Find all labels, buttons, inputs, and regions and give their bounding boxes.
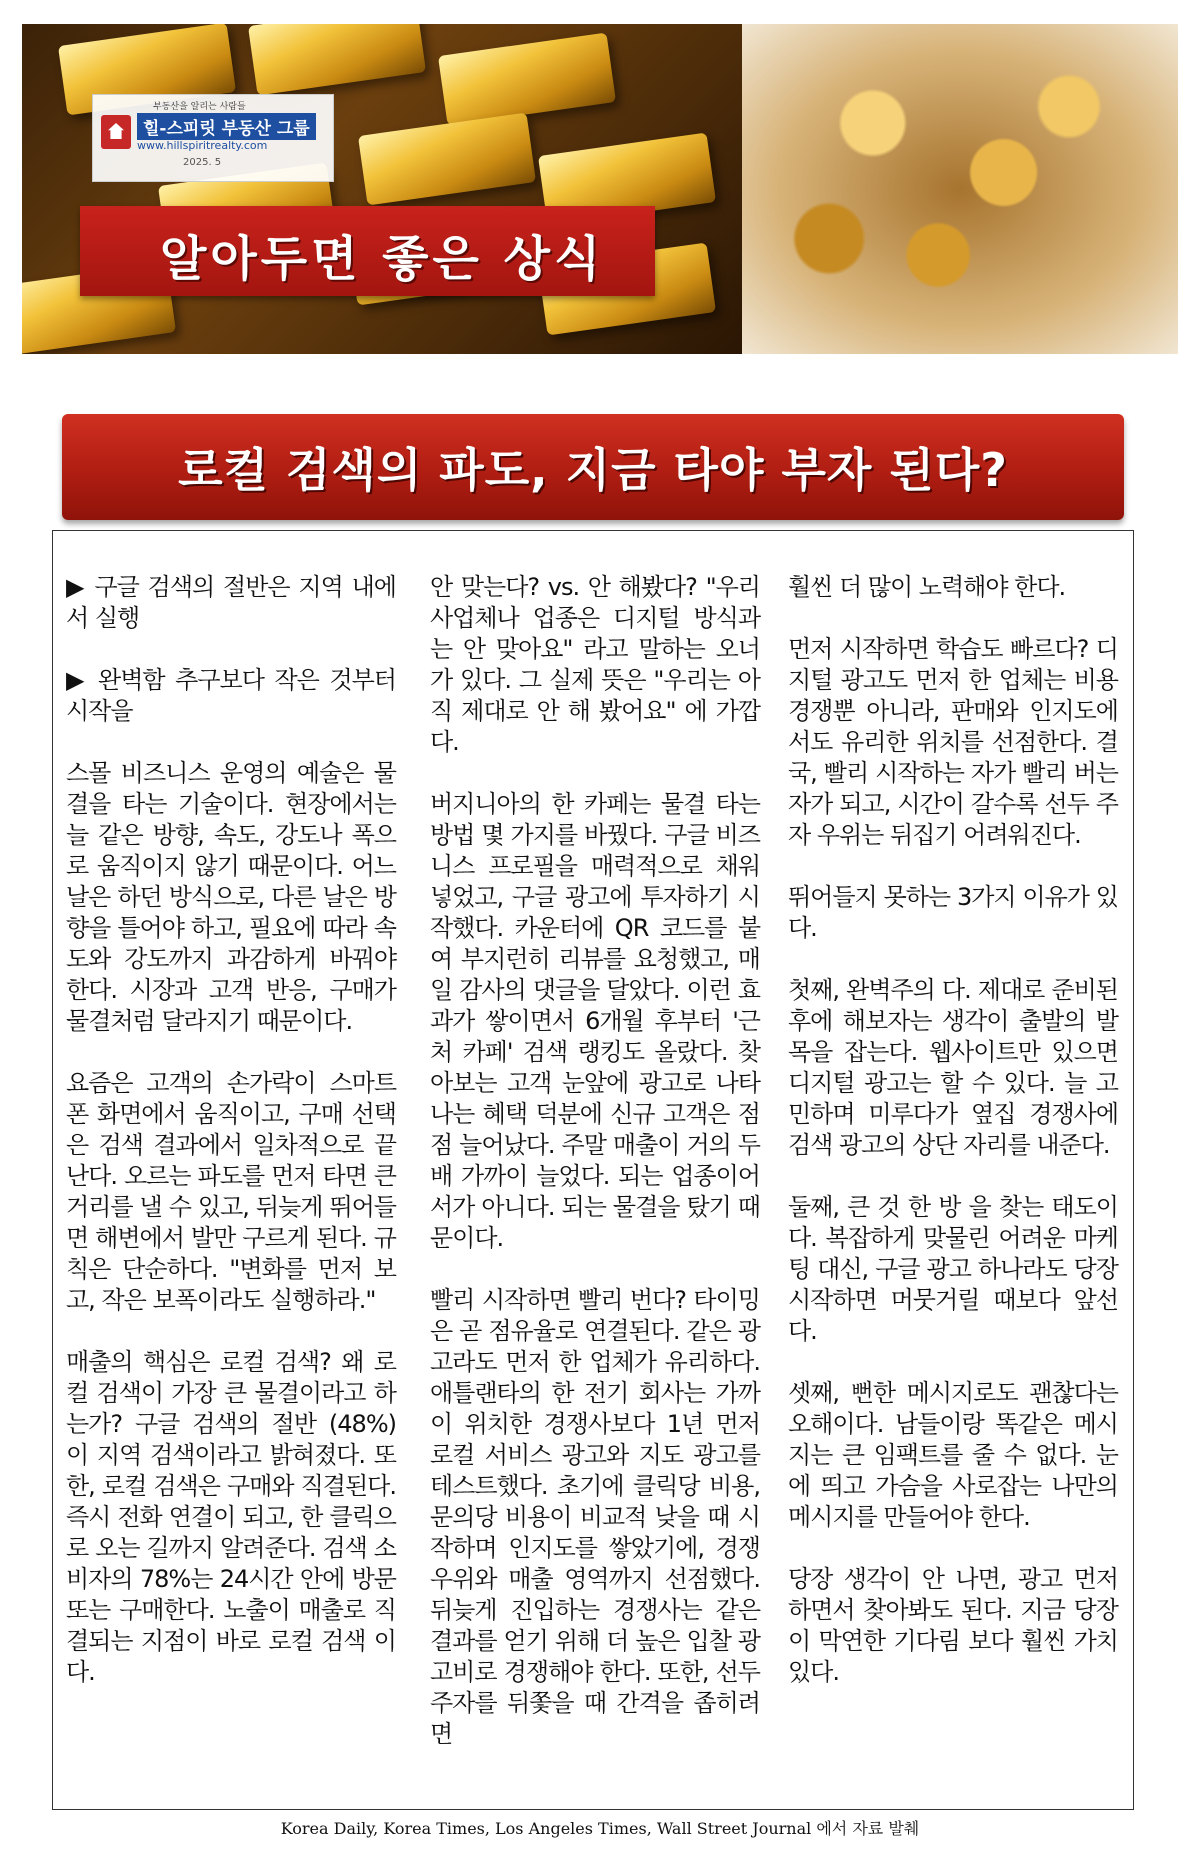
company-url: www.hillspiritrealty.com	[137, 139, 268, 152]
issue-date: 2025. 5	[183, 157, 222, 168]
banner-ribbon	[80, 206, 655, 296]
summary-point-2: ▶ 완벽함 추구보다 작은 것부터 시작을	[66, 666, 396, 725]
source-credit: Korea Daily, Korea Times, Los Angeles Times, Wall Street Journal 에서 자료 발췌	[280, 1819, 920, 1838]
gold-bars-image	[22, 24, 742, 354]
company-logo	[92, 94, 334, 182]
article-column-3	[788, 572, 1118, 1719]
summary-point-1: ▶ 구글 검색의 절반은 지역 내에서 실행	[66, 573, 396, 632]
paragraph: 스몰 비즈니스 운영의 예술은 물결을 타는 기술이다. 현장에서는 늘 같은 방향, 속도, 강도나 폭으로 움직이지 않기 때문이다. 어느 날은 하던 방식으로, 다른 날은 방향을 틀어야 하고, 필요에 따라 속도와 강도까지 과감하게 바꿔야 한다. 시장과 고객 반응, 구매가 물결처럼 달라지기 때문이다.	[66, 759, 396, 1035]
paragraph: 버지니아의 한 카페는 물결 타는 방법 몇 가지를 바꿨다. 구글 비즈니스 프로필을 매력적으로 채워 넣었고, 구글 광고에 투자하기 시작했다. 카운터에 QR 코드를 붙여 부지런히 리뷰를 요청했고, 매일 감사의 댓글을 달았다. 이런 효과가 쌓이면서 6개월 후부터 '근처 카페' 검색 랭킹도 올랐다. 찾아보는 고객 눈앞에 광고로 나타나는 혜택 덕분에 신규 고객은 점점 늘어났다. 주말 매출이 거의 두 배 가까이 늘었다. 되는 업종이어서가 아니다. 되는 물결을 탔기 때문이다.	[430, 790, 760, 1252]
logo-tagline: 부동산을 알리는 사람들	[153, 102, 246, 112]
company-name: 힐-스피릿 부동산 그룹	[137, 113, 316, 140]
headline-bar	[62, 414, 1124, 520]
gold-nuggets-image	[742, 24, 1178, 354]
paragraph: 첫째, 완벽주의 다. 제대로 준비된 후에 해보자는 생각이 출발의 발목을 잡는다. 웹사이트만 있으면 디지털 광고는 할 수 있다. 늘 고민하며 미루다가 옆집 경쟁사에 검색 광고의 상단 자리를 내준다.	[788, 976, 1118, 1159]
paragraph: 빨리 시작하면 빨리 번다? 타이밍은 곧 점유율로 연결된다. 같은 광고라도 먼저 한 업체가 유리하다. 애틀랜타의 한 전기 회사는 가까이 위치한 경쟁사보다 1년 먼저 로컬 서비스 광고와 지도 광고를 테스트했다. 초기에 클릭당 비용, 문의당 비용이 비교적 낮을 때 시작하며 인지도를 쌓았기에, 경쟁 우위와 매출 영역까지 선점했다. 뒤늦게 진입하는 경쟁사는 같은 결과를 얻기 위해 더 높은 입찰 광고비로 경쟁해야 한다. 또한, 선두 주자를 뒤쫓을 때 간격을 좁히려면	[430, 1286, 760, 1748]
paragraph: 매출의 핵심은 로컬 검색? 왜 로컬 검색이 가장 큰 물결이라고 하는가? 구글 검색의 절반 (48%) 이 지역 검색이라고 밝혀졌다. 또한, 로컬 검색은 구매와 직결된다. 즉시 전화 연결이 되고, 한 클릭으로 오는 길까지 알려준다. 검색 소비자의 78%는 24시간 안에 방문 또는 구매한다. 노출이 매출로 직결되는 지점이 바로 로컬 검색 이다.	[66, 1348, 396, 1686]
paragraph: 뛰어들지 못하는 3가지 이유가 있다.	[788, 883, 1118, 942]
article-headline: 로컬 검색의 파도, 지금 타야 부자 된다?	[178, 443, 1008, 497]
paragraph: 먼저 시작하면 학습도 빠르다? 디지털 광고도 먼저 한 업체는 비용 경쟁뿐 아니라, 판매와 인지도에서도 유리한 위치를 선점한다. 결국, 빨리 시작하는 자가 빨리 버는 자가 되고, 시간이 갈수록 선두 주자 우위는 뒤집기 어려워진다.	[788, 635, 1118, 849]
paragraph: 둘째, 큰 것 한 방 을 찾는 태도이다. 복잡하게 맞물린 어려운 마케팅 대신, 구글 광고 하나라도 당장 시작하면 머뭇거릴 때보다 앞선다.	[788, 1193, 1118, 1345]
paragraph: 요즘은 고객의 손가락이 스마트 폰 화면에서 움직이고, 구매 선택은 검색 결과에서 일차적으로 끝난다. 오르는 파도를 먼저 타면 큰 거리를 낼 수 있고, 뒤늦게 뛰어들면 해변에서 발만 구르게 된다. 규칙은 단순하다. "변화를 먼저 보고, 작은 보폭이라도 실행하라."	[66, 1069, 396, 1314]
banner-title: 알아두면 좋은 상식	[160, 231, 605, 287]
paragraph: 훨씬 더 많이 노력해야 한다.	[788, 573, 1066, 601]
banner	[22, 24, 1178, 354]
paragraph: 셋째, 뻔한 메시지로도 괜찮다는 오해이다. 남들이랑 똑같은 메시지는 큰 임팩트를 줄 수 없다. 눈에 띄고 가슴을 사로잡는 나만의 메시지를 만들어야 한다.	[788, 1379, 1118, 1531]
paragraph: 안 맞는다? vs. 안 해봤다? "우리 사업체나 업종은 디지털 방식과는 안 맞아요" 라고 말하는 오너가 있다. 그 실제 뜻은 "우리는 아직 제대로 안 해 봤어요" 에 가깝다.	[430, 573, 760, 756]
article-column-1	[66, 572, 396, 1719]
house-icon	[101, 115, 131, 149]
article-column-2	[430, 572, 760, 1781]
paragraph: 당장 생각이 안 나면, 광고 먼저 하면서 찾아봐도 된다. 지금 당장 이 막연한 기다림 보다 훨씬 가치 있다.	[788, 1565, 1118, 1686]
